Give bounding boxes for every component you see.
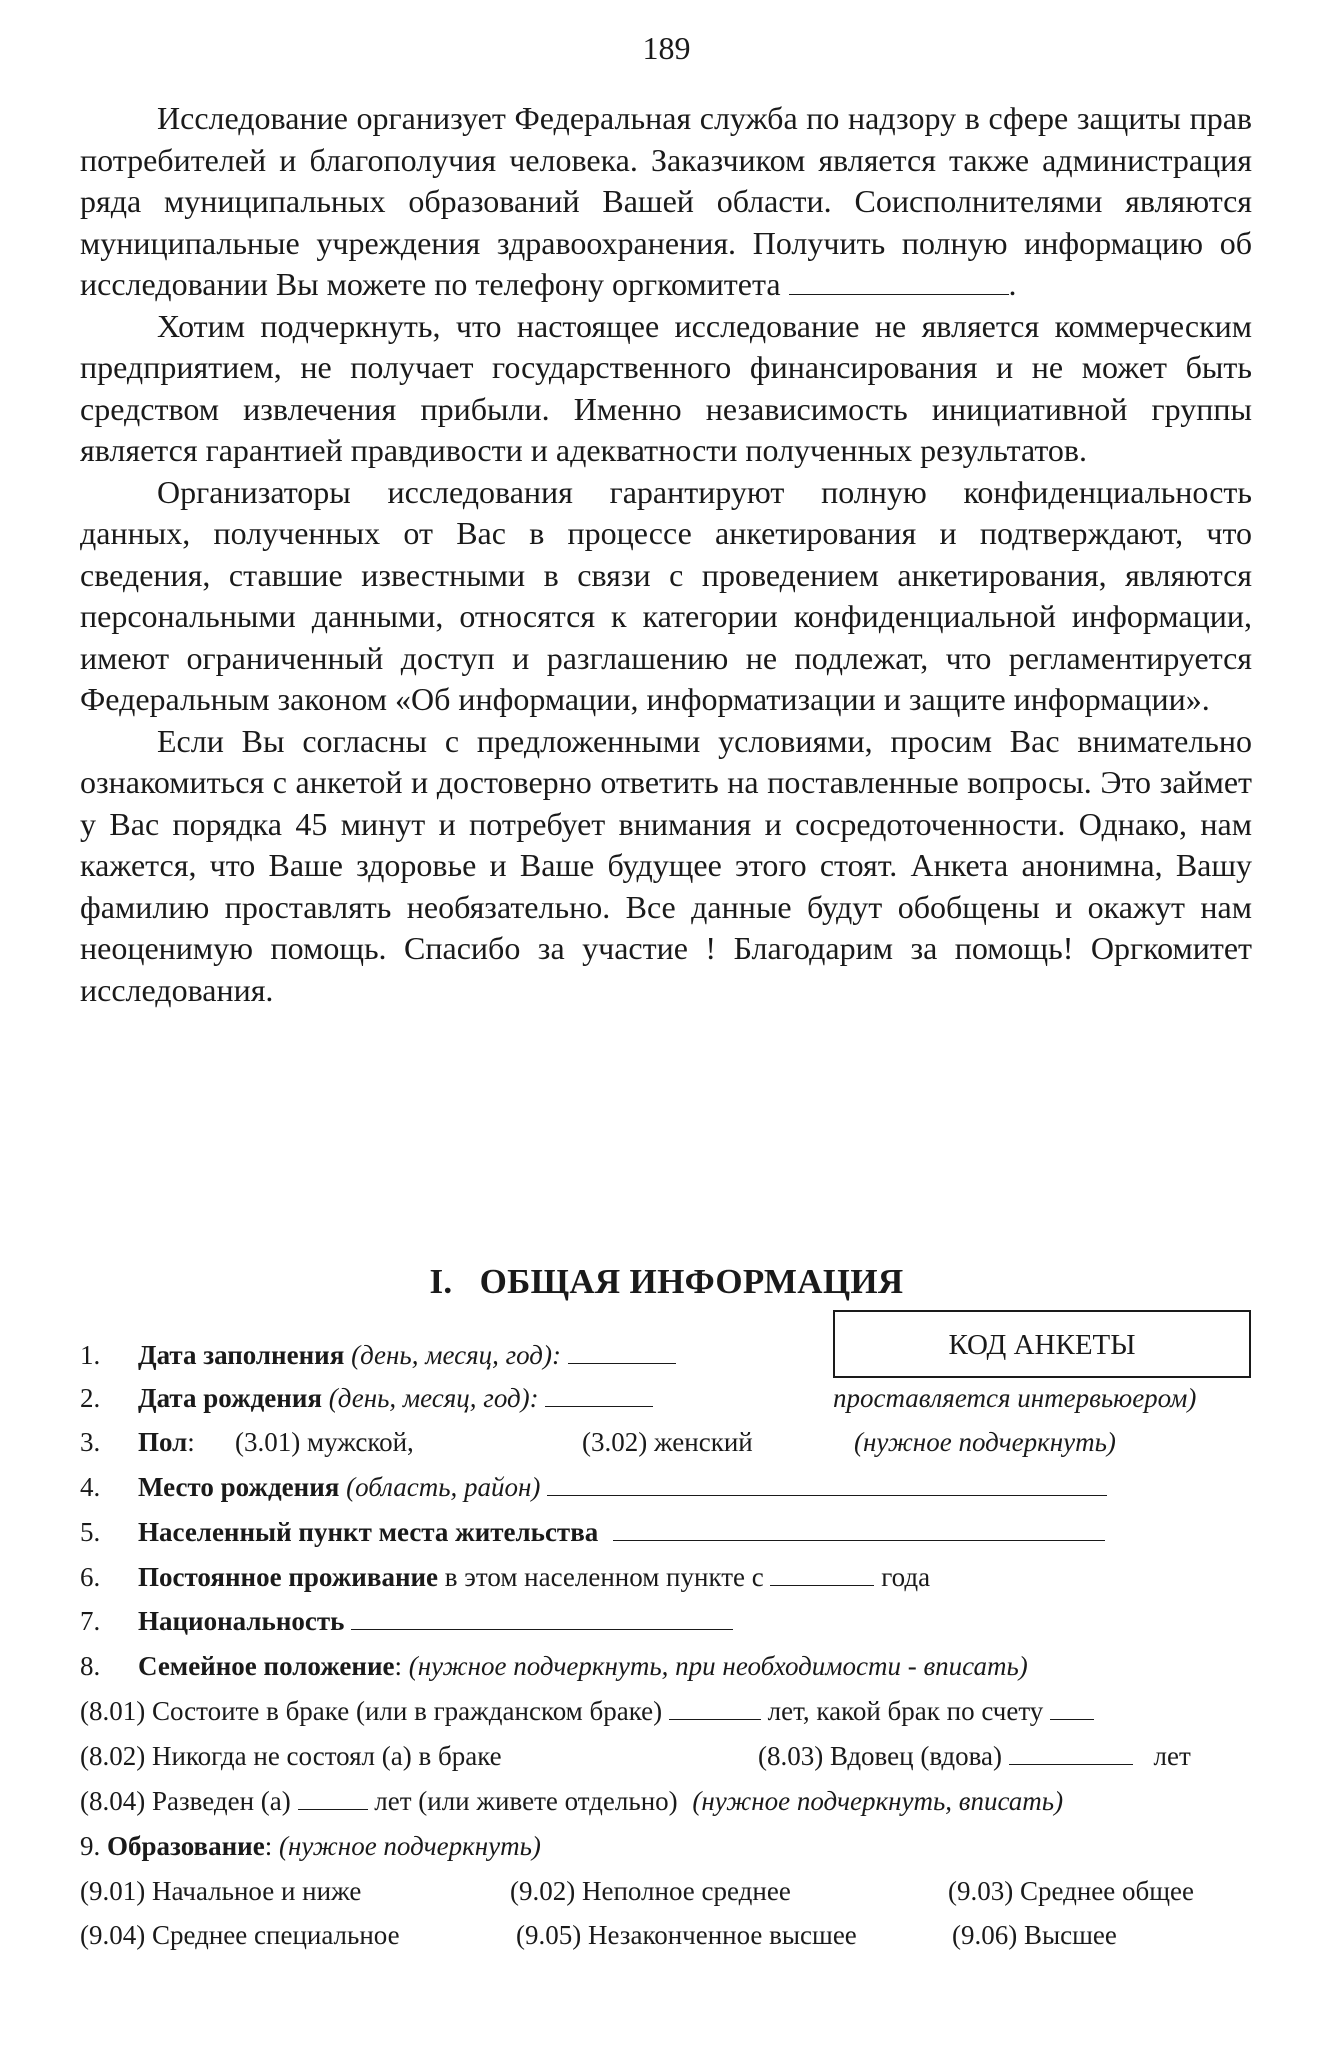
question-residence [80,1517,1105,1548]
divorced-years-blank[interactable] [298,1787,368,1810]
page-number: 189 [642,30,691,66]
intro-paragraph-1-end: . [1008,266,1017,302]
education-option-vocational[interactable]: (9.04) Среднее специальное [80,1920,400,1950]
option-suffix: лет [1153,1741,1191,1771]
education-option-higher[interactable]: (9.06) Высшее [952,1920,1117,1950]
intro-paragraph-1 [80,98,1252,306]
marital-option-never-married[interactable]: (8.02) Никогда не состоял (а) в браке [80,1741,502,1771]
birth-date-blank[interactable] [545,1384,653,1407]
education-option-incomplete-higher[interactable]: (9.05) Незаконченное высшее [516,1920,857,1950]
question-number: 5. [80,1517,101,1547]
marriage-count-blank[interactable] [1050,1697,1094,1720]
intro-paragraph-4: Если Вы согласны с предложенными условиями, просим Вас внимательно ознакомиться с анкетой и достоверно ответить на поставленные вопросы. Это займет у Вас порядка 45 минут и потребует внимания и сосредоточенности. Однако, нам кажется, что Ваше здоровье и Ваше будущее этого стоят. Анкета анонимна, Вашу фамилию проставлять необязательно. Все данные будут обобщены и окажут нам неоценимую помощь. Спасибо за участие ! Благодарим за помощь! Оргкомитет исследования. [80,722,1252,1008]
question-number: 3. [80,1427,101,1457]
question-text: в этом населенном пункте с [438,1562,764,1592]
question-birth-date [80,1383,653,1414]
birth-place-blank[interactable] [547,1473,1107,1496]
question-number: 8. [80,1651,101,1681]
section-title [0,1262,1333,1302]
question-label: Дата рождения [138,1383,323,1413]
question-label: Постоянное проживание [138,1562,439,1592]
question-number: 4. [80,1472,101,1502]
question-colon: : [394,1651,403,1681]
question-sex [80,1427,195,1458]
question-label: Место рождения [138,1472,340,1502]
question-hint: (область, район) [346,1472,541,1502]
question-label: Семейное положение [138,1651,395,1681]
education-option-primary[interactable]: (9.01) Начальное и ниже [80,1876,362,1906]
permanent-since-blank[interactable] [770,1563,874,1586]
question-number: 1. [80,1340,101,1370]
education-option-general-secondary[interactable]: (9.03) Среднее общее [948,1876,1195,1906]
question-hint: (день, месяц, год): [328,1383,539,1413]
question-fill-date [80,1340,676,1371]
question-label: Национальность [138,1606,345,1636]
question-colon: : [187,1427,195,1457]
question-number: 9. [80,1831,101,1861]
marital-option-married[interactable] [80,1696,1094,1727]
question-hint: (нужное подчеркнуть) [854,1427,1116,1457]
question-permanent-residence [80,1562,930,1593]
phone-blank [789,268,1009,295]
section-title-text: ОБЩАЯ ИНФОРМАЦИЯ [479,1262,904,1301]
sex-option-male[interactable]: (3.01) мужской, [235,1427,414,1457]
question-hint: (нужное подчеркнуть, при необходимости - вписать) [408,1651,1028,1681]
intro-text [80,98,1252,1011]
question-label: Дата заполнения [138,1340,345,1370]
question-label: Пол [138,1427,188,1457]
nationality-blank[interactable] [351,1607,733,1630]
option-mid: лет (или живете отдельно) [374,1786,678,1816]
code-box-note: проставляется интервьюером) [833,1383,1197,1413]
option-text: (8.04) Разведен (а) [80,1786,291,1816]
intro-paragraph-3: Организаторы исследования гарантируют полную конфиденциальность данных, полученных от Вас в процессе анкетирования и подтверждают, что сведения, ставшие известными в связи с проведением анкетирования, являются персональными данными, относятся к категории конфиденциальной информации, имеют ограниченный доступ и разглашению не подлежат, что регламентируется Федеральным законом «Об информации, информатизации и защите информации». [80,473,1252,717]
section-numeral: I. [429,1262,453,1301]
marital-option-widowed[interactable] [758,1741,1191,1772]
questionnaire-code-box: КОД АНКЕТЫ [833,1310,1251,1378]
question-number: 2. [80,1383,101,1413]
question-colon: : [264,1831,273,1861]
option-mid: лет, какой брак по счету [767,1696,1044,1726]
question-hint: (нужное подчеркнуть) [278,1831,541,1861]
question-birth-place [80,1472,1107,1503]
question-nationality [80,1606,733,1637]
question-label: Образование [107,1831,265,1861]
education-option-incomplete-secondary[interactable]: (9.02) Неполное среднее [510,1876,791,1906]
option-text: (8.03) Вдовец (вдова) [758,1741,1003,1771]
question-label: Населенный пункт места жительства [138,1517,599,1547]
sex-option-female[interactable]: (3.02) женский [582,1427,753,1457]
intro-paragraph-1-text: Исследование организует Федеральная служба по надзору в сфере защиты прав потребителей и благополучия человека. Заказчиком является также администрация ряда муниципальных образований Вашей области. Соисполнителями являются муниципальные учреждения здравоохранения. Получить полную информацию об исследовании Вы можете по телефону оргкомитета [80,100,1252,302]
question-hint: (день, месяц, год): [351,1340,561,1370]
widowed-years-blank[interactable] [1009,1742,1133,1765]
question-suffix: года [881,1562,931,1592]
intro-paragraph-2: Хотим подчеркнуть, что настоящее исследование не является коммерческим предприятием, не получает государственного финансирования и не может быть средством извлечения прибыли. Именно независимость инициативной группы является гарантией правдивости и адекватности полученных результатов. [80,307,1252,468]
question-number: 6. [80,1562,101,1592]
marital-option-divorced[interactable] [80,1786,1063,1817]
residence-blank[interactable] [613,1518,1105,1541]
fill-date-blank[interactable] [568,1341,676,1364]
question-education [80,1831,541,1862]
option-hint: (нужное подчеркнуть, вписать) [692,1786,1064,1816]
question-number: 7. [80,1606,101,1636]
question-marital-status [80,1651,1028,1682]
option-text: (8.01) Состоите в браке (или в гражданском браке) [80,1696,663,1726]
married-years-blank[interactable] [669,1697,761,1720]
